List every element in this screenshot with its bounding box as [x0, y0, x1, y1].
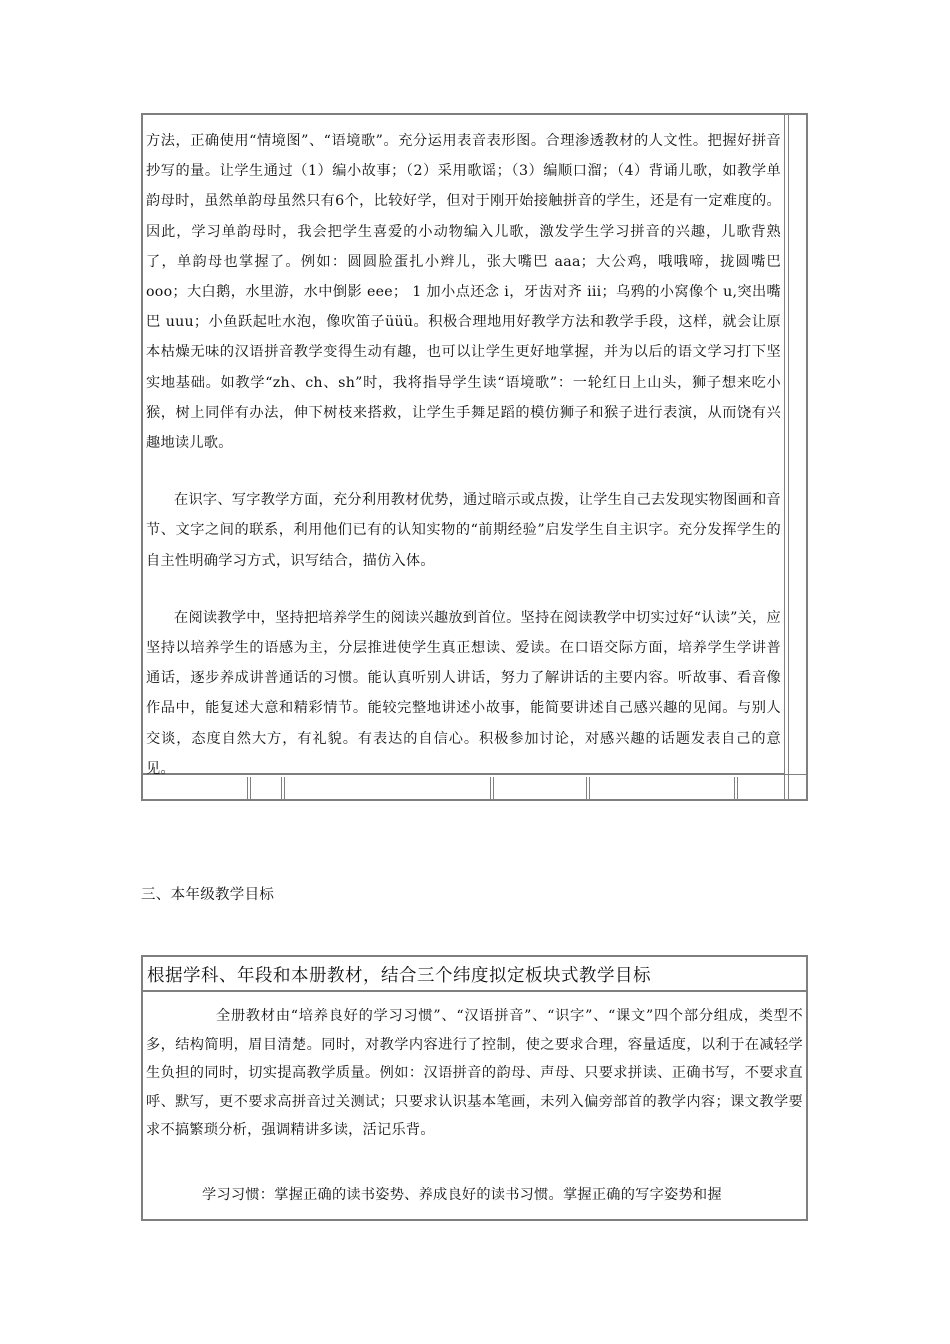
table1-paragraph-3: 在阅读教学中，坚持把培养学生的阅读兴趣放到首位。坚持在阅读教学中切实过好“认读”关，应坚持以培养学生的语感为主，分层推进使学生真正想读、爱读。在口语交际方面，培养学生学讲普通话，逐步养成讲普通话的习惯。能认真听别人讲话，努力了解讲话的主要内容。听故事、看音像作品中，能复述大意和精彩情节。能较完整地讲述小故事，能简要讲述自己感兴趣的见闻。与别人交谈，态度自然大方，有礼貌。有表达的自信心。积极参加讨论，对感兴趣的话题发表自己的意见。 [146, 609, 781, 777]
table1-cell-divider [247, 777, 248, 799]
table1-cell-divider [281, 777, 282, 799]
table1-paragraph-2: 在识字、写字教学方面，充分利用教材优势，通过暗示或点拨，让学生自己去发现实物图画和音节、文字之间的联系，利用他们已有的认知实物的“前期经验”启发学生自主识字。充分发挥学生的自主性明确学习方式，识写结合，描仿入体。 [146, 492, 781, 569]
content-table-1 [141, 113, 808, 801]
table1-cell-divider [284, 777, 285, 799]
table1-paragraph-1: 方法，正确使用“情境图”、“语境歌”。充分运用表音表形图。合理渗透教材的人文性。把握好拼音抄写的量。让学生通过（1）编小故事；（2）采用歌谣；（3）编顺口溜；（4）背诵儿歌，如教学单韵母时，虽然单韵母虽然只有6个，比较好学，但对于刚开始接触拼音的学生，还是有一定难度的。因此，学习单韵母时，我会把学生喜爱的小动物编入儿歌，激发学生学习拼音的兴趣，儿歌背熟了，单韵母也掌握了。例如：圆圆脸蛋扎小辫儿，张大嘴巴 aaa；大公鸡，哦哦啼，拢圆嘴巴 ooo；大白鹅，水里游，水中倒影 eee； 1 加小点还念 i，牙齿对齐 iii；乌鸦的小窝像个 u,突出嘴巴 uuu；小鱼跃起吐水泡，像吹笛子üüü。积极合理地用好教学方法和教学手段，这样，就会让原本枯燥无味的汉语拼音教学变得生动有趣，也可以让学生更好地掌握，并为以后的语文学习打下坚实地基础。如教学“zh、ch、sh”时，我将指导学生读“语境歌”：一轮红日上山头，狮子想来吃小猴，树上同伴有办法，伸下树枝来搭救，让学生手舞足蹈的模仿狮子和猴子进行表演，从而饶有兴趣地读儿歌。 [146, 133, 781, 452]
table1-cell-divider [589, 777, 590, 799]
table1-cell-divider [490, 777, 491, 799]
section-heading: 三、本年级教学目标 [141, 887, 275, 903]
table1-cell-divider [250, 777, 251, 799]
table1-cell-divider [493, 777, 494, 799]
table1-cell-divider [586, 777, 587, 799]
content-table-2 [141, 955, 808, 1221]
table1-column-divider [788, 115, 789, 799]
table1-cell-divider [734, 777, 735, 799]
table2-paragraph-2: 学习习惯：掌握正确的读书姿势、养成良好的读书习惯。掌握正确的写字姿势和握 [202, 1186, 722, 1203]
table1-text-cell [143, 115, 784, 777]
table1-empty-row [143, 774, 808, 801]
table2-body [143, 994, 806, 1219]
table2-paragraph-1: 全册教材由“培养良好的学习习惯”、“汉语拼音”、“识字”、“课文”四个部分组成，类型不多，结构简明，眉目清楚。同时，对教学内容进行了控制，使之要求合理，容量适度，以利于在减轻学生负担的同时，切实提高教学质量。例如：汉语拼音的韵母、声母、只要求拼读、正确书写，不要求直呼、默写，更不要求高拼音过关测试；只要求认识基本笔画，未列入偏旁部首的教学内容；课文教学要求不搞繁琐分析，强调精讲多读，活记乐背。 [146, 1008, 803, 1139]
table2-header: 根据学科、年段和本册教材，结合三个纬度拟定板块式教学目标 [143, 957, 806, 992]
table1-column-divider [784, 115, 785, 799]
table1-cell-divider [737, 777, 738, 799]
